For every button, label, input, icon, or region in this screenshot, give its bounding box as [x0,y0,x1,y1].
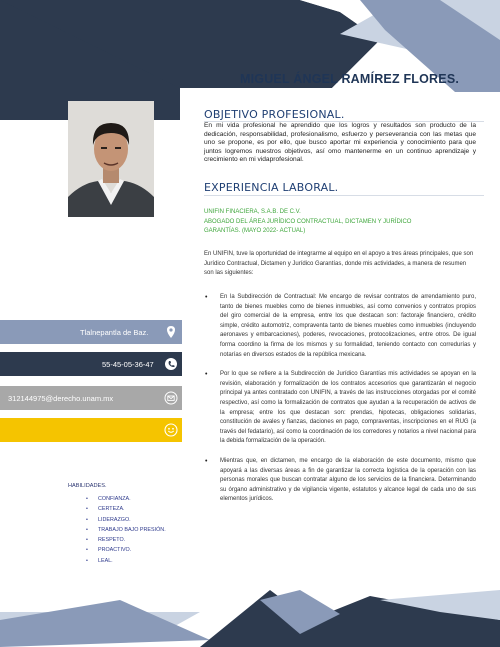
list-item [204,457,476,505]
bullet-icon: • [205,371,208,379]
bullet-icon: • [205,294,208,301]
contact-phone[interactable]: 55-45-05-36-47 [102,359,154,369]
experience-bullets [204,293,476,515]
list-item [86,525,166,535]
contact-location-bar [0,320,182,344]
skill-label: LEAL. [98,557,113,564]
bullet-icon: • [86,526,88,533]
experience-heading: EXPERIENCIA LABORAL. [204,181,339,194]
bullet-icon: • [86,547,88,554]
contact-location: Tlalnepantla de Baz. [80,327,149,337]
job-title: ABOGADO DEL ÁREA JURÍDICO CONTRACTUAL, DICTAMEN Y JURÍDICO [204,218,412,225]
list-item [86,556,166,566]
list-item [86,545,166,555]
contact-email[interactable]: 312144975@derecho.unam.mx [8,393,114,403]
list-item [204,293,476,360]
skill-label: CERTEZA. [98,506,125,513]
skill-label: RESPETO. [98,537,126,544]
bullet-icon: • [86,506,88,513]
bullet-icon: • [86,496,88,502]
contact-email-bar [0,386,182,410]
objective-text: En mi vida profesional he aprendido que los logros y resultados son producto de la dedicación, responsabilidad, profesionalismo, esfuerzo y perseverancia con las metas que uno se propone, es por ello, que busco aportar mi experiencia y conocimiento para que juntos logremos nuestros objetivos, así omo mantenerme en un continuo aprendizaje y crecimiento en mi vidaprofesional. [204,122,476,164]
bullet-icon: • [205,457,208,465]
location-pin-icon [164,325,178,339]
list-item-text: Mientras que, en dictamen, me encargo de la elaboración de este documento, mismo que apoyará a las diversas áreas a fin de garantizar la correcta logística de la operación con las personas morales que buscan contratar alguno de los servicios de la financiera. Determinando su órgano administrativo y de vigilancia vigente, estatutos y alcance legal de cada uno de sus elementos jurídicos. [220,457,476,503]
experience-intro: En UNIFIN, tuve la oportunidad de integrarme al equipo en el apoyo a tres áreas principales, que son Jurídico Contractual, Dictamen y Jurídico Garantías, donde mis actividades, a manera de resumen son las siguientes: [204,251,474,277]
list-item-text: Por lo que se refiere a la Subdirección de Jurídico Garantías mis actividades se apoyan en la revisión, elaboración y formalización de los contratos accesorios que garantizarán el negocio principal ya antes contratado con UNIFIN, a través de las instrucciones otorgadas por el comité respectivo, así como la formalización de contratos que ayudan a la recuperación de activos de la empresa; entre los que destacan son: prendas, hipotecas, obligaciones solidarias, constitución de avales y fianzas, daciones en pago, compraventas, inscripciones en el RUG (a través del fedatario), así como la coordinación de los corredores y notarios a nivel nacional para la debida formalización de la operación. [220,371,476,445]
skill-label: LIDERAZGO. [98,516,131,523]
skill-label: PROACTIVO. [98,547,132,554]
list-item-text: En la Subdirección de Contractual: Me encargo de revisar contratos de arrendamiento puro, tanto de bienes muebles como de bienes inmuebles, así como convenios y contratos propios del giro comercial de la empresa, entre los que destacan son: factoraje financiero, crédito simple, crédito automotriz, compraventa tanto de bienes muebles como inmuebles (incluyendo aeronaves y embarcaciones), poderes, revocaciones, protocolizaciones, entre otros. De igual forma coordino la firma de los mismos y su formalidad, teniendo contacto con corredurías y notarías en diversos estados de la república mexicana. [220,294,476,358]
objective-heading: OBJETIVO PROFESIONAL. [204,108,345,121]
job-dates: GARANTÍAS. (MAYO 2022- ACTUAL) [204,228,306,234]
company-block [204,208,474,237]
phone-icon [164,357,178,371]
list-item [86,504,166,514]
bullet-icon: • [86,537,88,544]
list-item [86,494,166,504]
list-item [86,515,166,525]
skills-list [86,494,166,566]
experience-divider [204,195,484,196]
skills-heading: HABILIDADES. [68,483,107,489]
bullet-icon: • [86,516,88,523]
smiley-icon [164,423,178,437]
company-name: UNIFIN FINACIERA, S.A.B. DE C.V. [204,209,301,215]
candidate-name: MIGUEL ÁNGEL RAMÍREZ FLORES. [240,72,460,86]
bullet-icon: • [86,557,88,564]
list-item [204,370,476,447]
skill-label: CONFIANZA. [98,496,131,502]
contact-phone-bar [0,352,182,376]
contact-extra-bar [0,418,182,442]
mail-icon [164,391,178,405]
profile-photo [68,101,154,217]
skill-label: TRABAJO BAJO PRESIÓN. [98,526,166,533]
list-item [86,535,166,545]
